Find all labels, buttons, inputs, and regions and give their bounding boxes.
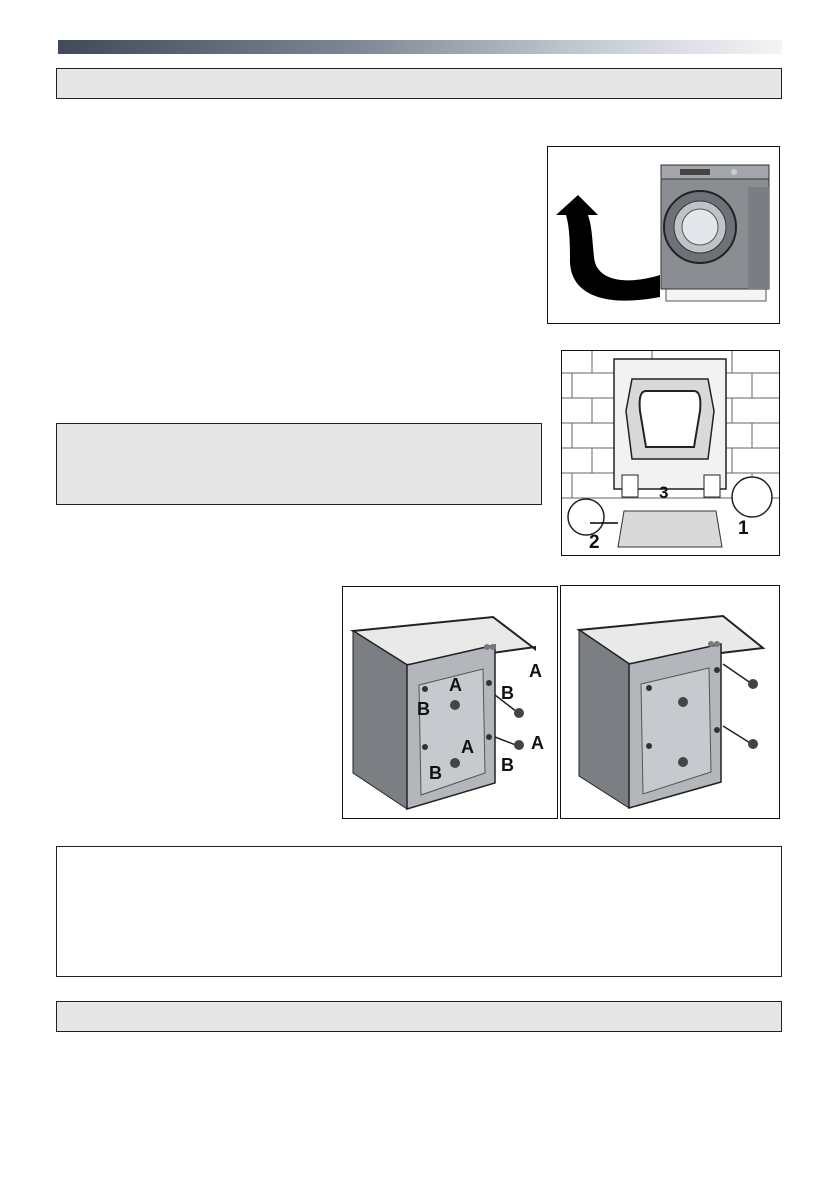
- label-a-4: A: [531, 733, 544, 753]
- bolt-b-lower: [450, 758, 460, 768]
- bolts-removed-illustration: [561, 586, 779, 818]
- section-heading-box-bottom: [56, 1001, 782, 1032]
- label-b-3: B: [429, 763, 442, 783]
- bracket-label-1: 1: [738, 518, 749, 539]
- header-gradient-bar: [58, 40, 782, 54]
- bolt-a-right-upper: [514, 708, 524, 718]
- figure-bolts-removed: [560, 585, 780, 819]
- bracket-label-2: 2: [589, 532, 600, 553]
- label-b-4: B: [501, 755, 514, 775]
- detail-circle-right: [732, 477, 772, 517]
- bolts-labeled-illustration: [343, 587, 557, 818]
- detail-circle-left: [568, 499, 604, 535]
- hole-lower: [678, 757, 688, 767]
- label-a-2: A: [529, 661, 542, 681]
- section-heading-box-top: [56, 68, 782, 99]
- remove-base-illustration: [548, 147, 779, 323]
- figure-remove-base: [547, 146, 780, 324]
- figure-bolts-labeled: [342, 586, 558, 819]
- label-a-3: A: [461, 737, 474, 757]
- note-box-lower: [56, 846, 782, 977]
- hole-upper: [678, 697, 688, 707]
- note-box-middle: [56, 423, 542, 505]
- figure-transport-brackets: [561, 350, 780, 556]
- bolt-b-upper: [450, 700, 460, 710]
- label-a-1: A: [449, 675, 462, 695]
- transport-bracket-plate: [618, 511, 722, 547]
- bolt-a-right-lower: [514, 740, 524, 750]
- bracket-label-3: 3: [659, 483, 669, 502]
- label-b-1: B: [417, 699, 430, 719]
- lift-arrow-icon: [556, 195, 660, 301]
- label-b-2: B: [501, 683, 514, 703]
